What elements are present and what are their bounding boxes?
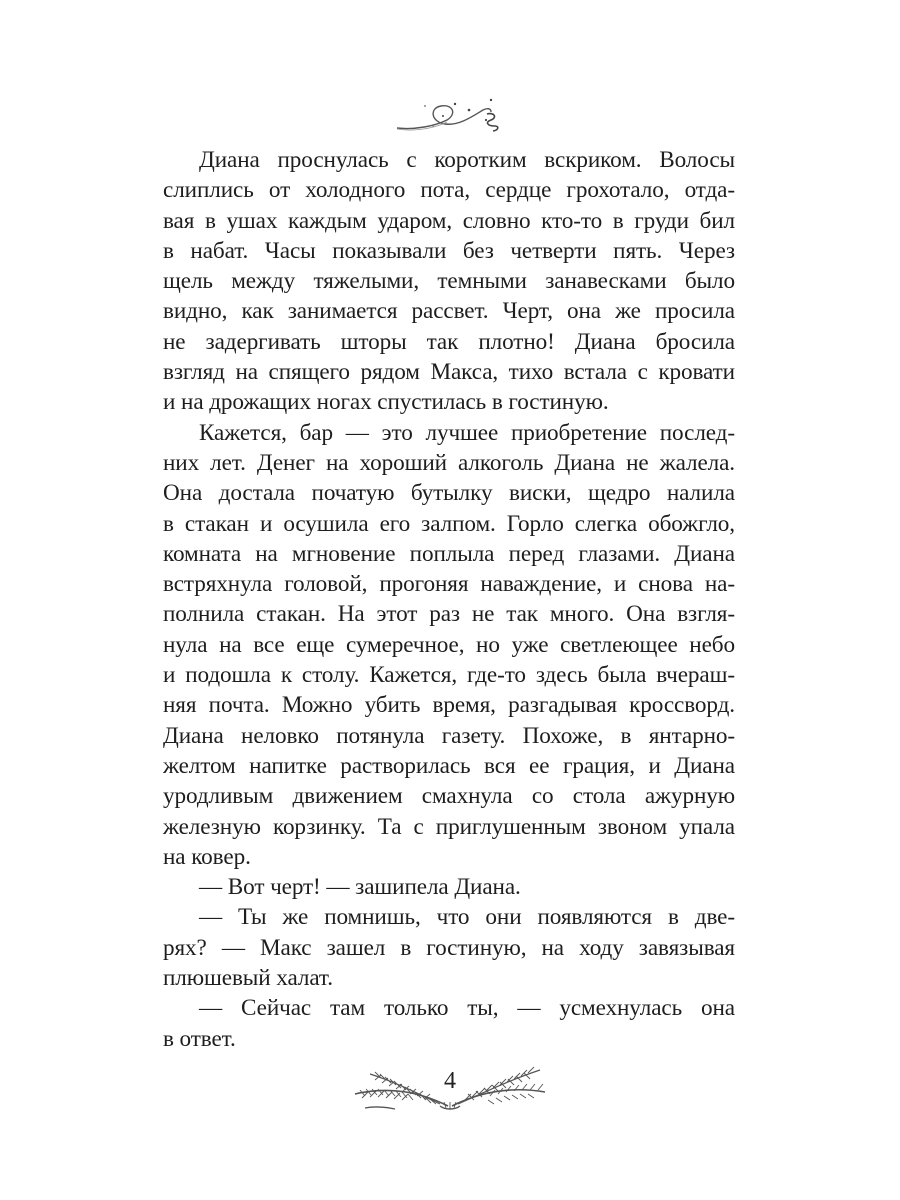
- text-line: и на дрожащих ногах спустилась в гостиную.: [163, 389, 609, 416]
- text-line: и подошла к столу. Кажется, где-то здесь была вчераш-: [163, 662, 735, 689]
- text-line: желтом напитке растворилась вся ее грация, и Диана: [163, 752, 735, 779]
- text-line: взгляд на спящего рядом Макса, тихо встала с кровати: [163, 359, 735, 386]
- dialogue-line: — Ты же помнишь, что они появляются в две-: [199, 904, 735, 931]
- text-line: Диана проснулась с коротким вскриком. Волосы: [199, 147, 735, 173]
- text-line: не задергивать шторы так плотно! Диана бросила: [163, 328, 735, 355]
- text-line: на ковер.: [163, 843, 251, 870]
- text-line: вая в ушах каждым ударом, словно кто-то в груди бил: [163, 207, 735, 234]
- text-line: няя почта. Можно убить время, разгадывая кроссворд.: [163, 692, 735, 719]
- text-line: в набат. Часы показывали без четверти пять. Через: [163, 237, 735, 264]
- dialogue-line: в ответ.: [163, 1025, 236, 1052]
- text-line: встряхнула головой, прогоняя наваждение, и снова на-: [163, 571, 735, 598]
- dialogue-line: рях? — Макс зашел в гостиную, на ходу завязывая: [163, 934, 735, 961]
- body-text: [163, 145, 735, 1054]
- text-line: нула на все еще сумеречное, но уже светлеющее небо: [163, 631, 735, 658]
- text-line: них лет. Денег на хороший алкоголь Диана не жалела.: [163, 449, 735, 476]
- dialogue-line: плюшевый халат.: [163, 965, 333, 992]
- text-line: слиплись от холодного пота, сердце грохотало, отда-: [163, 177, 735, 204]
- text-line: Она достала початую бутылку виски, щедро налила: [163, 480, 735, 507]
- text-line: уродливым движением смахнула со стола ажурную: [163, 783, 735, 810]
- text-line: щель между тяжелыми, темными занавесками было: [163, 268, 735, 295]
- page-footer: [340, 1064, 560, 1114]
- text-line: Диана неловко потянула газету. Похоже, в янтарно-: [163, 722, 735, 749]
- text-line: железную корзинку. Та с приглушенным звоном упала: [163, 813, 735, 840]
- dialogue-line: — Вот черт! — зашипела Диана.: [199, 874, 521, 901]
- text-line: Кажется, бар — это лучшее приобретение послед-: [199, 419, 735, 446]
- text-line: полнила стакан. На этот раз не так много. Она взгля-: [163, 601, 735, 628]
- text-line: в стакан и осушила его залпом. Горло слегка обожгло,: [163, 510, 735, 537]
- text-line: видно, как занимается рассвет. Черт, она же просила: [163, 298, 735, 325]
- page-number: 4: [444, 1068, 456, 1094]
- ribbon-swirl-ornament-icon: [395, 96, 505, 136]
- dialogue-line: — Сейчас там только ты, — усмехнулась она: [199, 995, 735, 1022]
- text-line: комната на мгновение поплыла перед глазами. Диана: [163, 540, 735, 567]
